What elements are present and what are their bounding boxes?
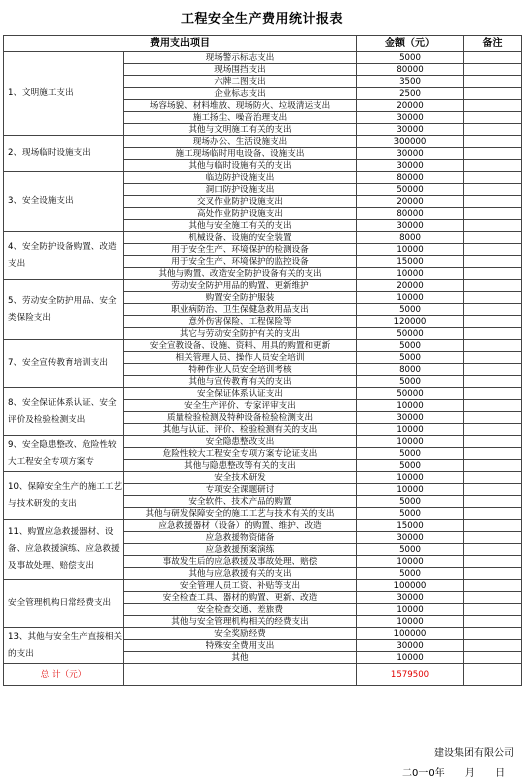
item-note-cell xyxy=(464,220,522,232)
item-amount-cell: 20000 xyxy=(357,280,464,292)
item-note-cell xyxy=(464,628,522,640)
item-amount-cell: 10000 xyxy=(357,652,464,664)
item-label-cell: 质量检验检测及特种设备检验检测支出 xyxy=(124,412,357,424)
item-label-cell: 安全管理人员工资、补贴等支出 xyxy=(124,580,357,592)
item-note-cell xyxy=(464,520,522,532)
item-note-cell xyxy=(464,376,522,388)
item-note-cell xyxy=(464,592,522,604)
item-amount-cell: 10000 xyxy=(357,292,464,304)
item-label-cell: 其它与劳动安全防护有关的支出 xyxy=(124,328,357,340)
item-label-cell: 施工扬尘、噪音治理支出 xyxy=(124,112,357,124)
item-amount-cell: 30000 xyxy=(357,124,464,136)
item-amount-cell: 300000 xyxy=(357,136,464,148)
item-label-cell: 应急救援器材（设备）的购置、维护、改造 xyxy=(124,520,357,532)
item-label-cell: 六牌二图支出 xyxy=(124,76,357,88)
item-label-cell: 劳动安全防护用品的购置、更新维护 xyxy=(124,280,357,292)
table-row xyxy=(4,580,522,592)
date-month: 月 xyxy=(464,768,475,779)
item-amount-cell: 30000 xyxy=(357,160,464,172)
total-row xyxy=(4,664,522,686)
item-label-cell: 意外伤害保险、工程保险等 xyxy=(124,316,357,328)
item-amount-cell: 15000 xyxy=(357,520,464,532)
item-amount-cell: 30000 xyxy=(357,220,464,232)
item-note-cell xyxy=(464,436,522,448)
item-note-cell xyxy=(464,112,522,124)
table-row xyxy=(4,52,522,64)
item-label-cell: 其他与安全管理机构相关的经费支出 xyxy=(124,616,357,628)
item-amount-cell: 5000 xyxy=(357,568,464,580)
item-note-cell xyxy=(464,268,522,280)
column-header-amount: 金额（元） xyxy=(357,36,464,52)
item-label-cell: 企业标志支出 xyxy=(124,88,357,100)
item-amount-cell: 5000 xyxy=(357,376,464,388)
table-header-row xyxy=(4,36,522,52)
item-note-cell xyxy=(464,340,522,352)
item-amount-cell: 20000 xyxy=(357,100,464,112)
item-note-cell xyxy=(464,136,522,148)
table-row xyxy=(4,232,522,244)
item-label-cell: 安全检查交通、差旅费 xyxy=(124,604,357,616)
item-amount-cell: 30000 xyxy=(357,412,464,424)
item-amount-cell: 10000 xyxy=(357,400,464,412)
item-label-cell: 临边防护设施支出 xyxy=(124,172,357,184)
item-note-cell xyxy=(464,88,522,100)
item-amount-cell: 10000 xyxy=(357,616,464,628)
item-note-cell xyxy=(464,364,522,376)
item-amount-cell: 5000 xyxy=(357,508,464,520)
item-label-cell: 施工现场临时用电设备、设施支出 xyxy=(124,148,357,160)
item-label-cell: 专项安全课题研讨 xyxy=(124,484,357,496)
expense-table-body xyxy=(4,36,522,686)
table-row xyxy=(4,136,522,148)
item-amount-cell: 30000 xyxy=(357,148,464,160)
item-label-cell: 洞口防护设施支出 xyxy=(124,184,357,196)
item-note-cell xyxy=(464,460,522,472)
item-label-cell: 安全隐患整改支出 xyxy=(124,436,357,448)
item-note-cell xyxy=(464,196,522,208)
item-note-cell xyxy=(464,556,522,568)
category-cell: 11、购置应急救援器材、设备、应急救援演练、应急救援及事故处理、赔偿支出 xyxy=(4,520,124,580)
item-label-cell: 其他与隐患整改等有关的支出 xyxy=(124,460,357,472)
item-amount-cell: 50000 xyxy=(357,184,464,196)
item-label-cell: 购置安全防护服装 xyxy=(124,292,357,304)
item-note-cell xyxy=(464,388,522,400)
item-note-cell xyxy=(464,616,522,628)
item-note-cell xyxy=(464,280,522,292)
item-label-cell: 现场办公、生活设施支出 xyxy=(124,136,357,148)
category-cell: 1、文明施工支出 xyxy=(4,52,124,136)
item-note-cell xyxy=(464,292,522,304)
table-row xyxy=(4,172,522,184)
item-amount-cell: 50000 xyxy=(357,388,464,400)
column-header-item: 费用支出项目 xyxy=(4,36,357,52)
item-amount-cell: 5000 xyxy=(357,496,464,508)
category-cell: 3、安全设施支出 xyxy=(4,172,124,232)
item-note-cell xyxy=(464,604,522,616)
date-year: 二0一0年 xyxy=(402,768,445,779)
item-label-cell: 用于安全生产、环境保护的监控设备 xyxy=(124,256,357,268)
item-amount-cell: 15000 xyxy=(357,256,464,268)
item-amount-cell: 3500 xyxy=(357,76,464,88)
item-label-cell: 其他与应急救援有关的支出 xyxy=(124,568,357,580)
item-amount-cell: 30000 xyxy=(357,532,464,544)
category-cell: 2、现场临时设施支出 xyxy=(4,136,124,172)
item-note-cell xyxy=(464,568,522,580)
item-label-cell: 职业病防治、卫生保健急救用品支出 xyxy=(124,304,357,316)
item-label-cell: 其他 xyxy=(124,652,357,664)
item-label-cell: 其他与购置、改造安全防护设备有关的支出 xyxy=(124,268,357,280)
item-note-cell xyxy=(464,328,522,340)
category-cell: 安全管理机构日常经费支出 xyxy=(4,580,124,628)
item-label-cell: 安全奖励经费 xyxy=(124,628,357,640)
item-amount-cell: 8000 xyxy=(357,232,464,244)
total-blank-cell xyxy=(124,664,357,686)
item-note-cell xyxy=(464,76,522,88)
item-amount-cell: 50000 xyxy=(357,328,464,340)
item-amount-cell: 5000 xyxy=(357,460,464,472)
date-day: 日 xyxy=(495,768,506,779)
item-note-cell xyxy=(464,64,522,76)
item-note-cell xyxy=(464,232,522,244)
table-row xyxy=(4,340,522,352)
item-amount-cell: 10000 xyxy=(357,436,464,448)
item-label-cell: 其他与安全施工有关的支出 xyxy=(124,220,357,232)
item-amount-cell: 100000 xyxy=(357,580,464,592)
item-label-cell: 场容场貌、材料堆放、现场防火、垃圾清运支出 xyxy=(124,100,357,112)
total-label: 总 计（元） xyxy=(4,664,124,686)
item-label-cell: 其他与临时设施有关的支出 xyxy=(124,160,357,172)
item-amount-cell: 100000 xyxy=(357,628,464,640)
category-cell: 9、安全隐患整改、危险性较大工程安全专项方案专 xyxy=(4,436,124,472)
item-note-cell xyxy=(464,484,522,496)
item-note-cell xyxy=(464,244,522,256)
item-label-cell: 危险性较大工程安全专项方案专论证支出 xyxy=(124,448,357,460)
item-note-cell xyxy=(464,424,522,436)
item-label-cell: 安全检查工具、器材的购置、更新、改造 xyxy=(124,592,357,604)
item-amount-cell: 10000 xyxy=(357,472,464,484)
item-amount-cell: 5000 xyxy=(357,340,464,352)
item-amount-cell: 5000 xyxy=(357,352,464,364)
category-cell: 8、安全保证体系认证、安全评价及检验检测支出 xyxy=(4,388,124,436)
item-note-cell xyxy=(464,52,522,64)
item-note-cell xyxy=(464,448,522,460)
item-amount-cell: 30000 xyxy=(357,112,464,124)
item-amount-cell: 5000 xyxy=(357,304,464,316)
item-note-cell xyxy=(464,160,522,172)
item-label-cell: 用于安全生产、环境保护的检测设备 xyxy=(124,244,357,256)
item-note-cell xyxy=(464,508,522,520)
table-row xyxy=(4,628,522,640)
item-label-cell: 现场警示标志支出 xyxy=(124,52,357,64)
company-name: 建设集团有限公司 xyxy=(434,748,514,759)
item-amount-cell: 10000 xyxy=(357,244,464,256)
item-label-cell: 安全生产评价、专家评审支出 xyxy=(124,400,357,412)
column-header-note: 备注 xyxy=(464,36,522,52)
item-label-cell: 相关管理人员、操作人员安全培训 xyxy=(124,352,357,364)
table-row xyxy=(4,520,522,532)
item-amount-cell: 5000 xyxy=(357,52,464,64)
item-amount-cell: 10000 xyxy=(357,424,464,436)
report-date xyxy=(402,764,505,779)
item-label-cell: 安全保证体系认证支出 xyxy=(124,388,357,400)
item-label-cell: 安全软件、技术产品的购置 xyxy=(124,496,357,508)
table-row xyxy=(4,436,522,448)
category-cell: 7、安全宣传教育培训支出 xyxy=(4,340,124,388)
item-note-cell xyxy=(464,100,522,112)
expense-table xyxy=(3,35,522,686)
total-note-cell xyxy=(464,664,522,686)
item-amount-cell: 2500 xyxy=(357,88,464,100)
category-cell: 5、劳动安全防护用品、安全类保险支出 xyxy=(4,280,124,340)
category-cell: 4、安全防护设备购置、改造支出 xyxy=(4,232,124,280)
item-note-cell xyxy=(464,316,522,328)
item-amount-cell: 80000 xyxy=(357,208,464,220)
item-note-cell xyxy=(464,652,522,664)
item-note-cell xyxy=(464,208,522,220)
item-amount-cell: 10000 xyxy=(357,484,464,496)
category-cell: 13、其他与安全生产直接相关的支出 xyxy=(4,628,124,664)
item-note-cell xyxy=(464,352,522,364)
item-amount-cell: 10000 xyxy=(357,268,464,280)
item-amount-cell: 8000 xyxy=(357,364,464,376)
item-label-cell: 安全技术研发 xyxy=(124,472,357,484)
item-label-cell: 事故发生后的应急救援及事故处理、赔偿 xyxy=(124,556,357,568)
item-note-cell xyxy=(464,640,522,652)
item-amount-cell: 10000 xyxy=(357,556,464,568)
item-amount-cell: 10000 xyxy=(357,604,464,616)
item-amount-cell: 80000 xyxy=(357,64,464,76)
item-note-cell xyxy=(464,400,522,412)
total-amount: 1579500 xyxy=(357,664,464,686)
item-label-cell: 机械设备、设施的安全装置 xyxy=(124,232,357,244)
item-label-cell: 应急救援预案演练 xyxy=(124,544,357,556)
item-label-cell: 其他与宣传教育有关的支出 xyxy=(124,376,357,388)
item-note-cell xyxy=(464,256,522,268)
item-label-cell: 其他与认证、评价、检验检测有关的支出 xyxy=(124,424,357,436)
item-amount-cell: 80000 xyxy=(357,172,464,184)
item-note-cell xyxy=(464,472,522,484)
item-note-cell xyxy=(464,172,522,184)
item-label-cell: 交叉作业防护设施支出 xyxy=(124,196,357,208)
item-note-cell xyxy=(464,148,522,160)
table-row xyxy=(4,388,522,400)
item-amount-cell: 30000 xyxy=(357,592,464,604)
item-note-cell xyxy=(464,304,522,316)
item-label-cell: 高处作业防护设施支出 xyxy=(124,208,357,220)
item-amount-cell: 5000 xyxy=(357,448,464,460)
item-label-cell: 应急救援物资储备 xyxy=(124,532,357,544)
item-note-cell xyxy=(464,544,522,556)
item-label-cell: 其他与文明施工有关的支出 xyxy=(124,124,357,136)
item-note-cell xyxy=(464,580,522,592)
item-note-cell xyxy=(464,532,522,544)
item-amount-cell: 5000 xyxy=(357,544,464,556)
item-amount-cell: 120000 xyxy=(357,316,464,328)
item-note-cell xyxy=(464,496,522,508)
item-label-cell: 特种作业人员安全培训考核 xyxy=(124,364,357,376)
item-amount-cell: 20000 xyxy=(357,196,464,208)
report-title: 工程安全生产费用统计报表 xyxy=(180,12,343,27)
category-cell: 10、保障安全生产的施工工艺与技术研发的支出 xyxy=(4,472,124,520)
item-note-cell xyxy=(464,184,522,196)
table-row xyxy=(4,280,522,292)
item-amount-cell: 30000 xyxy=(357,640,464,652)
table-row xyxy=(4,472,522,484)
item-note-cell xyxy=(464,124,522,136)
item-label-cell: 特殊安全费用支出 xyxy=(124,640,357,652)
item-label-cell: 现场围挡支出 xyxy=(124,64,357,76)
item-label-cell: 安全宣教设备、设施、资料、用具的购置和更新 xyxy=(124,340,357,352)
item-label-cell: 其他与研发保障安全的施工工艺与技术有关的支出 xyxy=(124,508,357,520)
item-note-cell xyxy=(464,412,522,424)
